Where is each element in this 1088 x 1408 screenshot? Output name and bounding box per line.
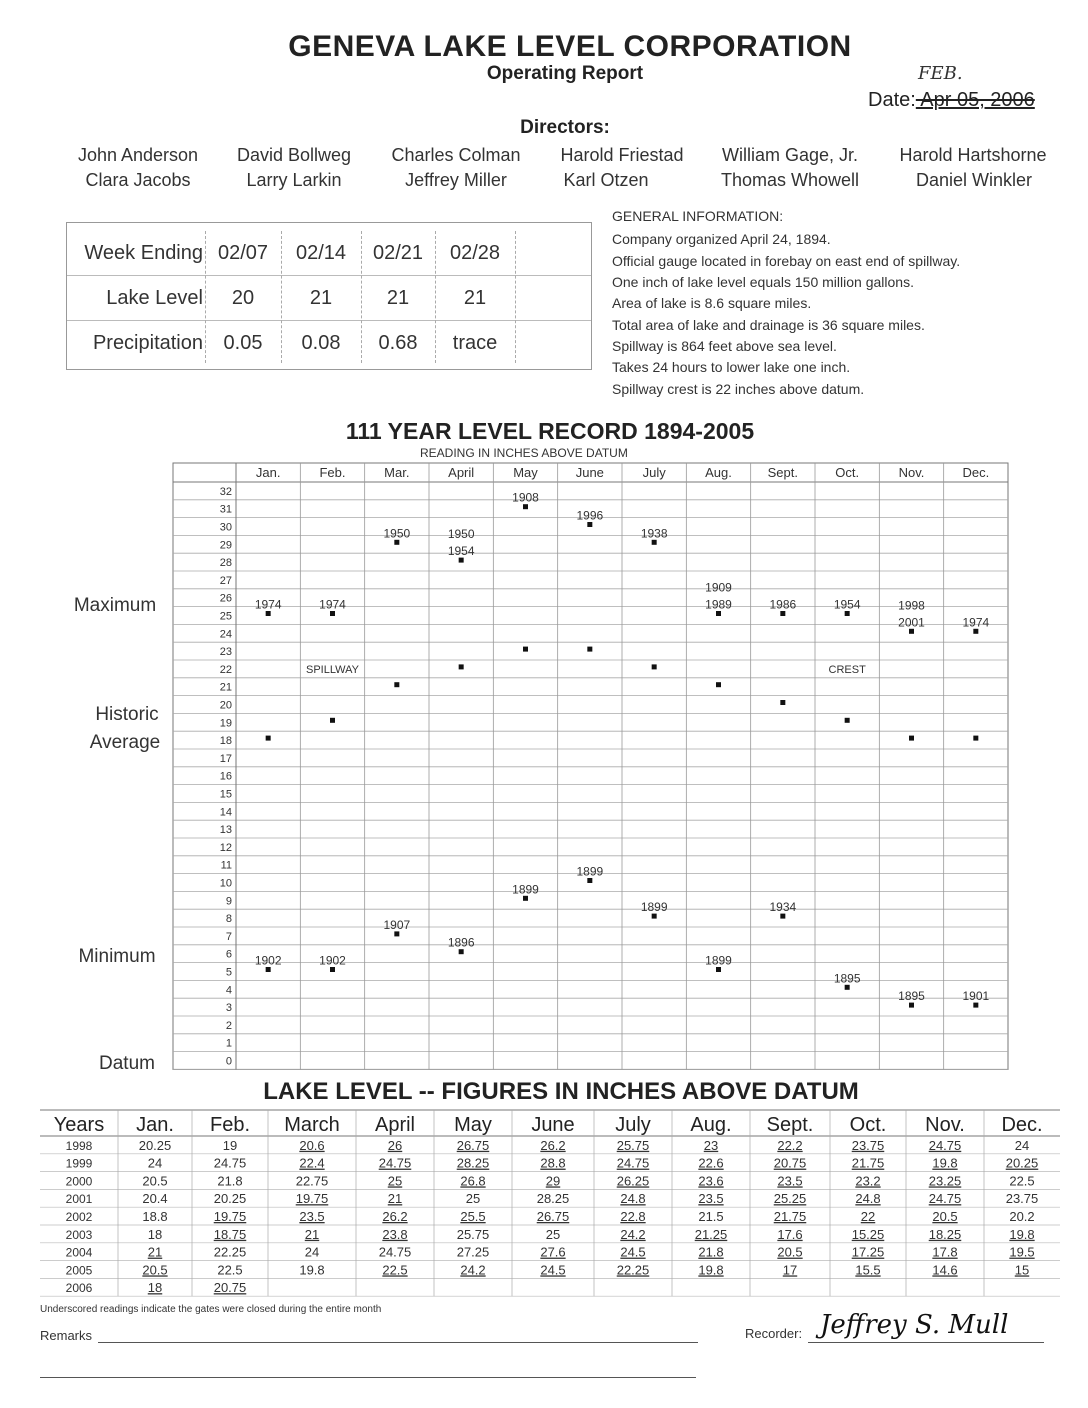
level-cell: 21.75	[851, 1155, 885, 1171]
level-cell: 21	[387, 1191, 403, 1207]
record-title: 111 YEAR LEVEL RECORD 1894-2005	[345, 418, 755, 444]
level-cell: 21	[304, 1226, 320, 1242]
max-year-label: 1954	[833, 597, 861, 612]
min-year-label: 1899	[512, 882, 539, 897]
max-year-label: 1909	[705, 580, 732, 595]
table-header: Feb.	[209, 1114, 251, 1136]
level-cell: 25	[387, 1173, 403, 1189]
min-year-label: 1934	[769, 900, 797, 915]
level-cell: 24.2	[620, 1226, 646, 1242]
y-tick-label: 7	[225, 930, 232, 943]
year-cell: 1999	[65, 1156, 93, 1171]
general-info-line: Spillway crest is 22 inches above datum.	[612, 381, 865, 397]
y-tick-label: 3	[225, 1002, 232, 1015]
level-cell: 19.8	[299, 1262, 325, 1278]
row-label: Week Ending	[84, 242, 203, 264]
level-cell: 22.5	[217, 1262, 243, 1278]
month-header: Nov.	[898, 465, 925, 480]
level-cell: 22.4	[299, 1155, 325, 1171]
y-tick-label: 18	[219, 735, 232, 748]
min-year-label: 1907	[383, 917, 411, 932]
level-cell: 25.75	[456, 1226, 490, 1242]
director-name: Harold Friestad	[560, 145, 684, 165]
y-tick-label: 26	[219, 592, 232, 605]
general-info-line: Spillway is 864 feet above sea level.	[612, 338, 837, 354]
y-tick-label: 10	[219, 877, 232, 890]
year-cell: 2006	[65, 1281, 93, 1296]
week-cell: 0.05	[223, 332, 263, 354]
remarks-label: Remarks	[40, 1328, 93, 1343]
historic-label: Historic	[95, 704, 159, 725]
level-cell: 26	[387, 1137, 403, 1153]
max-year-label: 1908	[512, 490, 539, 505]
level-cell: 19.8	[932, 1155, 958, 1171]
director-name: William Gage, Jr.	[721, 145, 859, 165]
table-header: Nov.	[925, 1114, 965, 1136]
y-tick-label: 9	[225, 895, 232, 908]
min-year-label: 1902	[319, 953, 346, 968]
level-cell: 24.75	[928, 1191, 962, 1207]
general-info-line: Official gauge located in forebay on east end of spillway.	[612, 253, 961, 269]
y-tick-label: 25	[219, 610, 232, 623]
directors-heading: Directors:	[520, 117, 610, 138]
table-header: Aug.	[690, 1114, 732, 1136]
max-year-label: 1954	[447, 544, 475, 559]
week-cell: 02/14	[295, 242, 347, 264]
y-tick-label: 15	[219, 788, 232, 801]
level-cell: 23.75	[1005, 1191, 1039, 1207]
level-cell: 24.8	[620, 1191, 646, 1207]
level-cell: 20.6	[299, 1137, 325, 1153]
level-cell: 22.75	[295, 1173, 329, 1189]
min-year-label: 1899	[640, 900, 668, 915]
month-header: Aug.	[705, 465, 732, 480]
month-header: Jan.	[255, 465, 281, 480]
date-value: Apr 05, 2006	[915, 89, 1035, 111]
week-cell: trace	[452, 332, 498, 354]
director-name: Daniel Winkler	[915, 170, 1033, 190]
month-header: May	[513, 465, 538, 480]
week-cell: 20	[231, 287, 255, 309]
max-year-label: 1998	[898, 598, 925, 613]
level-cell: 27.25	[456, 1244, 490, 1260]
level-cell: 20.5	[932, 1209, 958, 1224]
level-cell: 28.8	[540, 1155, 566, 1171]
level-cell: 23.2	[855, 1173, 881, 1189]
level-cell: 23.75	[851, 1137, 885, 1153]
row-label: Lake Level	[106, 287, 203, 309]
y-tick-label: 29	[219, 539, 232, 552]
month-header: Oct.	[835, 465, 860, 480]
max-year-label: 2001	[898, 615, 925, 630]
year-cell: 2000	[65, 1174, 93, 1189]
level-cell: 24	[1014, 1137, 1030, 1153]
level-cell: 22.2	[777, 1137, 803, 1153]
level-cell: 15.5	[855, 1262, 881, 1278]
y-tick-label: 31	[219, 503, 232, 516]
max-year-label: 1938	[640, 526, 668, 541]
week-cell: 0.08	[301, 332, 341, 354]
level-cell: 24.75	[378, 1244, 412, 1260]
month-header: Mar.	[384, 465, 410, 480]
min-year-label: 1899	[576, 864, 604, 879]
level-cell: 15	[1014, 1262, 1030, 1278]
level-cell: 21.5	[698, 1209, 724, 1224]
level-cell: 18.25	[928, 1226, 962, 1242]
level-cell: 28.25	[536, 1191, 570, 1207]
level-cell: 25	[545, 1226, 561, 1242]
y-tick-label: 21	[219, 681, 232, 694]
level-cell: 28.25	[456, 1155, 490, 1171]
month-header: July	[642, 465, 666, 480]
y-tick-label: 12	[219, 841, 232, 854]
y-tick-label: 4	[225, 984, 232, 997]
y-tick-label: 23	[219, 646, 232, 659]
level-cell: 23.5	[299, 1209, 325, 1224]
level-cell: 26.2	[382, 1209, 408, 1224]
min-year-label: 1899	[705, 953, 732, 968]
level-cell: 26.2	[540, 1137, 566, 1153]
level-cell: 21	[147, 1244, 163, 1260]
week-cell: 21	[463, 287, 487, 309]
recorder-line[interactable]	[808, 1342, 1044, 1343]
level-cell: 19	[222, 1137, 238, 1153]
max-year-label: 1974	[962, 615, 990, 630]
level-cell: 23	[703, 1137, 719, 1153]
week-cell: 21	[309, 287, 333, 309]
level-cell: 24.75	[213, 1155, 247, 1171]
y-tick-label: 27	[219, 574, 232, 587]
level-cell: 20.5	[777, 1244, 803, 1260]
level-cell: 26.8	[460, 1173, 486, 1189]
y-tick-label: 6	[225, 948, 232, 961]
level-cell: 25.5	[460, 1209, 486, 1224]
handwritten-month-note: FEB.	[918, 63, 963, 84]
week-cell: 02/28	[449, 242, 501, 264]
level-cell: 19.5	[1009, 1244, 1035, 1260]
week-cell: 02/07	[217, 242, 269, 264]
max-year-label: 1974	[319, 597, 346, 612]
y-tick-label: 24	[219, 628, 232, 641]
level-cell: 18	[147, 1280, 163, 1296]
y-tick-label: 11	[220, 859, 232, 872]
level-cell: 18	[147, 1226, 163, 1242]
level-cell: 21.8	[698, 1244, 724, 1260]
minimum-label: Minimum	[78, 946, 156, 967]
level-cell: 25	[465, 1191, 481, 1207]
level-cell: 21.25	[694, 1226, 728, 1242]
y-tick-label: 30	[219, 521, 232, 534]
remarks-line-2[interactable]	[40, 1377, 696, 1378]
level-cell: 22.25	[213, 1244, 247, 1260]
level-cell: 24	[147, 1155, 163, 1171]
level-cell: 20.75	[213, 1280, 247, 1296]
y-tick-label: 16	[219, 770, 232, 783]
month-header: Feb.	[319, 465, 346, 480]
level-cell: 18.8	[142, 1209, 168, 1224]
level-cell: 26.75	[456, 1137, 490, 1153]
level-cell: 20.25	[213, 1191, 247, 1207]
level-cell: 14.6	[932, 1262, 958, 1278]
level-cell: 19.8	[1009, 1226, 1035, 1242]
year-cell: 2005	[65, 1263, 93, 1278]
y-tick-label: 8	[225, 913, 232, 926]
director-name: Thomas Whowell	[720, 170, 860, 190]
min-year-label: 1902	[254, 953, 282, 968]
level-cell: 23.5	[698, 1191, 724, 1207]
level-cell: 20.5	[142, 1173, 168, 1189]
director-name: Karl Otzen	[563, 170, 649, 190]
max-year-label: 1989	[705, 597, 732, 612]
level-cell: 20.25	[138, 1137, 172, 1153]
datum-label: Datum	[99, 1053, 155, 1074]
week-cell: 02/21	[372, 242, 424, 264]
max-year-label: 1950	[447, 527, 475, 542]
level-cell: 21.75	[773, 1209, 807, 1224]
spillway-label: SPILLWAY	[306, 663, 359, 676]
min-year-label: 1895	[898, 989, 925, 1004]
table-header: April	[374, 1114, 416, 1136]
level-cell: 23.6	[698, 1173, 724, 1189]
year-cell: 2003	[65, 1227, 93, 1242]
row-label: Precipitation	[92, 332, 203, 354]
table-header: July	[615, 1114, 651, 1136]
company-title: GENEVA LAKE LEVEL CORPORATION	[288, 30, 852, 63]
director-name: Larry Larkin	[246, 170, 342, 190]
general-info-heading: GENERAL INFORMATION:	[612, 208, 784, 224]
month-header: June	[575, 465, 604, 480]
y-tick-label: 14	[219, 806, 232, 819]
y-tick-label: 2	[225, 1019, 232, 1032]
director-name: Jeffrey Miller	[405, 170, 507, 190]
level-cell: 17.8	[932, 1244, 958, 1260]
min-year-label: 1901	[962, 989, 990, 1004]
min-year-label: 1896	[447, 935, 475, 950]
average-label: Average	[89, 732, 161, 753]
general-info-line: Area of lake is 8.6 square miles.	[612, 295, 812, 311]
y-tick-label: 28	[219, 557, 232, 570]
level-cell: 26.75	[536, 1209, 570, 1224]
y-tick-label: 0	[225, 1055, 232, 1068]
level-cell: 25.75	[616, 1137, 650, 1153]
level-cell: 24.75	[378, 1155, 412, 1171]
y-tick-label: 32	[219, 485, 232, 498]
week-cell: 21	[386, 287, 410, 309]
year-cell: 2001	[65, 1192, 93, 1207]
general-info-line: Total area of lake and drainage is 36 square miles.	[612, 317, 925, 333]
level-cell: 23.5	[777, 1173, 803, 1189]
level-cell: 24.75	[928, 1137, 962, 1153]
level-cell: 24.2	[460, 1262, 486, 1278]
crest-label: CREST	[828, 663, 866, 676]
recorder-signature: Jeffrey S. Mull	[820, 1310, 1009, 1340]
table-header: Jan.	[136, 1114, 174, 1136]
date-label: Date:	[868, 89, 916, 111]
underscore-note: Underscored readings indicate the gates were closed during the entire month	[40, 1304, 382, 1315]
level-cell: 20.25	[1005, 1155, 1039, 1171]
level-cell: 19.8	[698, 1262, 724, 1278]
table-header: June	[531, 1114, 575, 1136]
level-cell: 24.8	[855, 1191, 881, 1207]
level-cell: 23.8	[382, 1226, 408, 1242]
level-cell: 19.75	[295, 1191, 329, 1207]
year-cell: 1998	[65, 1138, 93, 1153]
level-cell: 22.6	[698, 1155, 724, 1171]
max-year-label: 1996	[576, 508, 604, 523]
month-header: Dec.	[962, 465, 990, 480]
recorder-label: Recorder:	[745, 1326, 803, 1341]
level-cell: 17.25	[851, 1244, 885, 1260]
director-name: Clara Jacobs	[85, 170, 191, 190]
level-cell: 17	[782, 1262, 798, 1278]
director-name: John Anderson	[77, 145, 199, 165]
level-cell: 22	[860, 1209, 876, 1224]
max-year-label: 1986	[769, 597, 797, 612]
level-cell: 24	[304, 1244, 320, 1260]
min-year-label: 1895	[833, 971, 861, 986]
level-cell: 20.5	[142, 1262, 168, 1278]
report-subtitle: Operating Report	[486, 63, 644, 84]
lake-level-title: LAKE LEVEL -- FIGURES IN INCHES ABOVE DATUM	[263, 1078, 859, 1105]
level-cell: 15.25	[851, 1226, 885, 1242]
y-tick-label: 13	[219, 824, 232, 837]
y-tick-label: 1	[225, 1037, 232, 1050]
level-cell: 22.5	[1009, 1173, 1035, 1189]
level-cell: 24.75	[616, 1155, 650, 1171]
max-year-label: 1950	[383, 526, 411, 541]
level-cell: 22.8	[620, 1209, 646, 1224]
director-name: Harold Hartshorne	[899, 145, 1047, 165]
table-header: Sept.	[766, 1114, 814, 1136]
level-cell: 20.2	[1009, 1209, 1035, 1224]
maximum-label: Maximum	[73, 595, 157, 616]
level-cell: 21.8	[217, 1173, 243, 1189]
max-year-label: 1974	[254, 597, 282, 612]
general-info-line: One inch of lake level equals 150 million gallons.	[612, 274, 914, 290]
table-header: Years	[53, 1114, 105, 1136]
level-cell: 27.6	[540, 1244, 566, 1260]
year-cell: 2002	[65, 1210, 93, 1224]
level-cell: 18.75	[213, 1226, 247, 1242]
month-header: Sept.	[767, 465, 799, 480]
y-tick-label: 22	[219, 663, 232, 676]
remarks-line[interactable]	[98, 1342, 698, 1343]
level-cell: 22.5	[382, 1262, 408, 1278]
level-cell: 20.75	[773, 1155, 807, 1171]
table-header: Oct.	[849, 1114, 887, 1136]
director-name: Charles Colman	[391, 145, 521, 165]
level-cell: 22.25	[616, 1262, 650, 1278]
y-tick-label: 20	[219, 699, 232, 712]
week-cell: 0.68	[378, 332, 418, 354]
level-cell: 20.4	[142, 1191, 168, 1207]
director-name: David Bollweg	[236, 145, 352, 165]
level-cell: 26.25	[616, 1173, 650, 1189]
level-cell: 19.75	[213, 1209, 247, 1224]
general-info-line: Takes 24 hours to lower lake one inch.	[612, 359, 851, 375]
y-tick-label: 19	[219, 717, 232, 730]
level-cell: 23.25	[928, 1173, 962, 1189]
y-tick-label: 17	[219, 752, 232, 765]
table-header: May	[454, 1114, 492, 1136]
level-cell: 24.5	[620, 1244, 646, 1260]
record-subtitle: READING IN INCHES ABOVE DATUM	[420, 446, 628, 460]
month-header: April	[448, 465, 475, 480]
general-info-line: Company organized April 24, 1894.	[612, 231, 831, 247]
level-cell: 29	[545, 1173, 561, 1189]
y-tick-label: 5	[225, 966, 232, 979]
level-cell: 25.25	[773, 1191, 807, 1207]
table-header: March	[284, 1114, 340, 1136]
level-cell: 17.6	[777, 1226, 803, 1242]
year-cell: 2004	[65, 1245, 93, 1260]
table-header: Dec.	[1001, 1114, 1043, 1136]
level-cell: 24.5	[540, 1262, 566, 1278]
